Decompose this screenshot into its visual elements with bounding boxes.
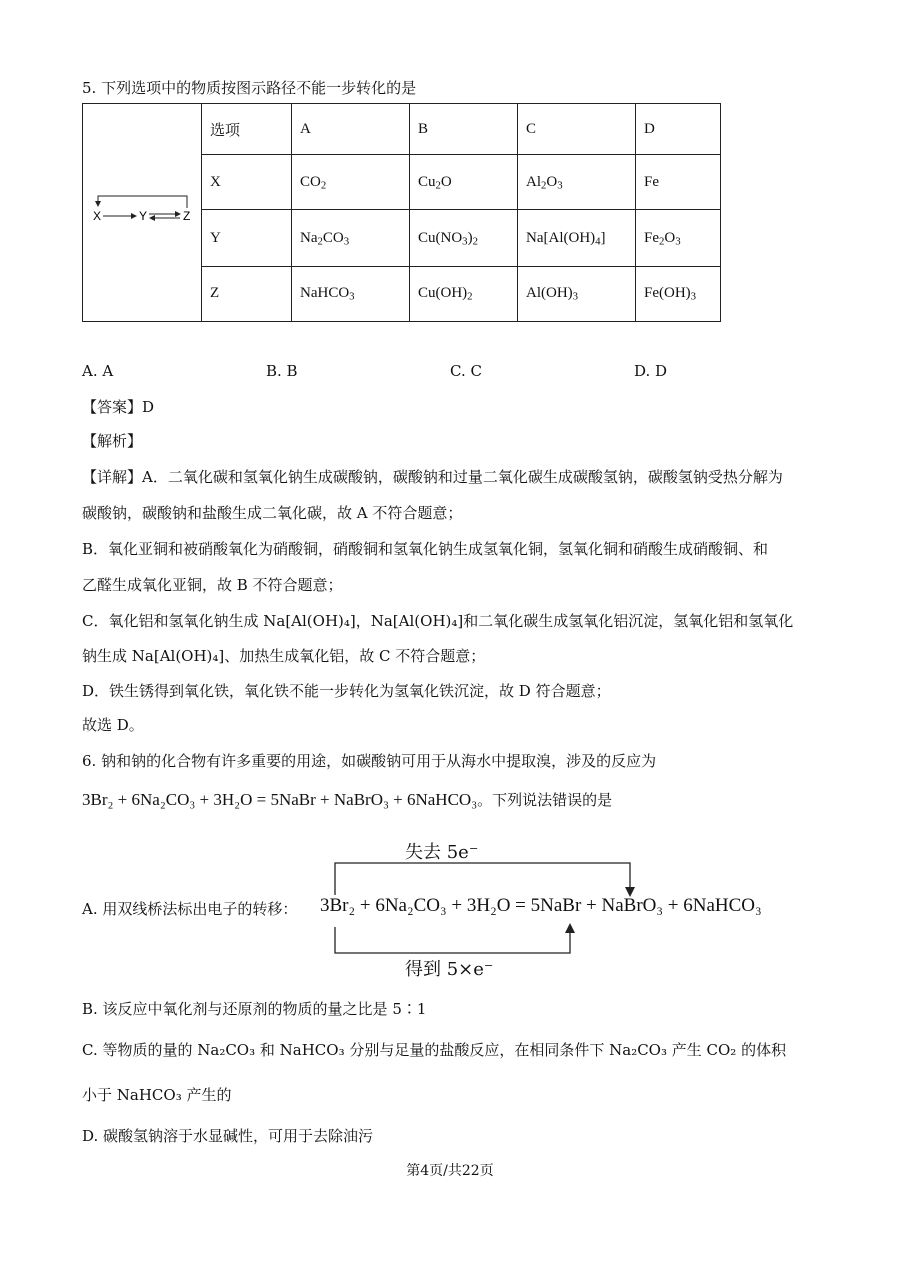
detail-line: 【详解】A．二氧化碳和氢氧化钠生成碳酸钠，碳酸钠和过量二氧化碳生成碳酸氢钠，碳酸氢钠受热分解为 xyxy=(82,468,783,486)
page-footer: 第4页/共22页 xyxy=(406,1163,494,1179)
header-cell: D xyxy=(636,104,721,155)
options-table xyxy=(82,103,721,322)
choice-b: B. B xyxy=(266,362,298,380)
option-a-prefix: A. 用双线桥法标出电子的转移： xyxy=(82,900,298,918)
gain-electrons-label: 得到 5×e⁻ xyxy=(405,959,494,980)
detail-line: 乙醛生成氧化亚铜，故 B 不符合题意； xyxy=(82,576,343,594)
option-d: D. 碳酸氢钠溶于水显碱性，可用于去除油污 xyxy=(82,1127,374,1145)
table-cell: $Fe(OH)_3$ xyxy=(636,266,721,321)
answer: 【答案】D xyxy=(82,398,155,416)
header-cell: C xyxy=(518,104,636,155)
header-cell: B xyxy=(410,104,518,155)
detail-line: 钠生成 Na[Al(OH)₄]、加热生成氧化铝，故 C 不符合题意； xyxy=(82,647,486,665)
table-cell: $Na[Al(OH)_4]$ xyxy=(518,210,636,266)
header-cell: 选项 xyxy=(202,104,292,155)
detail-line: C．氧化铝和氢氧化钠生成 Na[Al(OH)₄]，Na[Al(OH)₄]和二氧化碳生成氢氧化铝沉淀，氢氧化铝和氢氧化 xyxy=(82,612,794,630)
detail-line: D．铁生锈得到氧化铁，氧化铁不能一步转化为氢氧化铁沉淀，故 D 符合题意； xyxy=(82,682,611,700)
bridge-equation: 3Br₂ + 6Na₂CO₃ + 3H₂O = 5NaBr + NaBrO₃ + 6NaHCO₃ xyxy=(320,895,762,916)
detail-line: 碳酸钠，碳酸钠和盐酸生成二氧化碳，故 A 不符合题意； xyxy=(82,504,463,522)
table-cell: $Cu(NO_3)_2$ xyxy=(410,210,518,266)
choice-c: C. C xyxy=(450,362,482,380)
detail-line: B．氧化亚铜和被硝酸氧化为硝酸铜，硝酸铜和氢氧化钠生成氢氧化铜，氢氧化铜和硝酸生成硝酸铜、和 xyxy=(82,540,769,558)
table-cell: Y xyxy=(202,210,292,266)
table-cell: NaHCO$_3$ xyxy=(292,266,410,321)
table-cell: $Fe_2O_3$ xyxy=(636,210,721,266)
lose-electrons-label: 失去 5e⁻ xyxy=(405,842,479,863)
diagram-x-label: X xyxy=(93,209,102,223)
table-cell: $Al_2O_3$ xyxy=(518,155,636,210)
reaction-equation: 3Br₂ + 6Na₂CO₃ + 3H₂O = 5NaBr + NaBrO₃ + 6NaHCO₃ xyxy=(82,790,478,809)
analysis-title: 【解析】 xyxy=(82,432,143,450)
question-6-equation-line xyxy=(82,789,612,811)
detail-line: 故选 D。 xyxy=(82,716,144,734)
table-cell: X xyxy=(202,155,292,210)
header-cell: A xyxy=(292,104,410,155)
option-c-line-1: C. 等物质的量的 Na₂CO₃ 和 NaHCO₃ 分别与足量的盐酸反应，在相同条件下 Na₂CO₃ 产生 CO₂ 的体积 xyxy=(82,1041,787,1059)
table-cell: $Na_2CO_3$ xyxy=(292,210,410,266)
table-cell: Fe xyxy=(636,155,721,210)
question-5-stem: 5. 下列选项中的物质按图示路径不能一步转化的是 xyxy=(82,79,417,97)
conversion-path-diagram xyxy=(83,104,201,316)
option-b: B. 该反应中氧化剂与还原剂的物质的量之比是 5∶1 xyxy=(82,1000,427,1018)
table-cell: $Cu_2O$ xyxy=(410,155,518,210)
diagram-z-label: Z xyxy=(183,209,191,223)
choice-a: A. A xyxy=(82,362,114,380)
diagram-y-label: Y xyxy=(139,209,148,223)
option-c-line-2: 小于 NaHCO₃ 产生的 xyxy=(82,1086,232,1104)
choice-d: D. D xyxy=(634,362,668,380)
table-cell: $Al(OH)_3$ xyxy=(518,266,636,321)
question-6-stem: 6. 钠和钠的化合物有许多重要的用途，如碳酸钠可用于从海水中提取溴，涉及的反应为 xyxy=(82,752,657,770)
equation-tail: 。下列说法错误的是 xyxy=(477,791,613,809)
table-cell: $CO_2$ xyxy=(292,155,410,210)
conversion-diagram xyxy=(83,104,202,322)
table-cell: $Cu(OH)_2$ xyxy=(410,266,518,321)
table-cell: Z xyxy=(202,266,292,321)
